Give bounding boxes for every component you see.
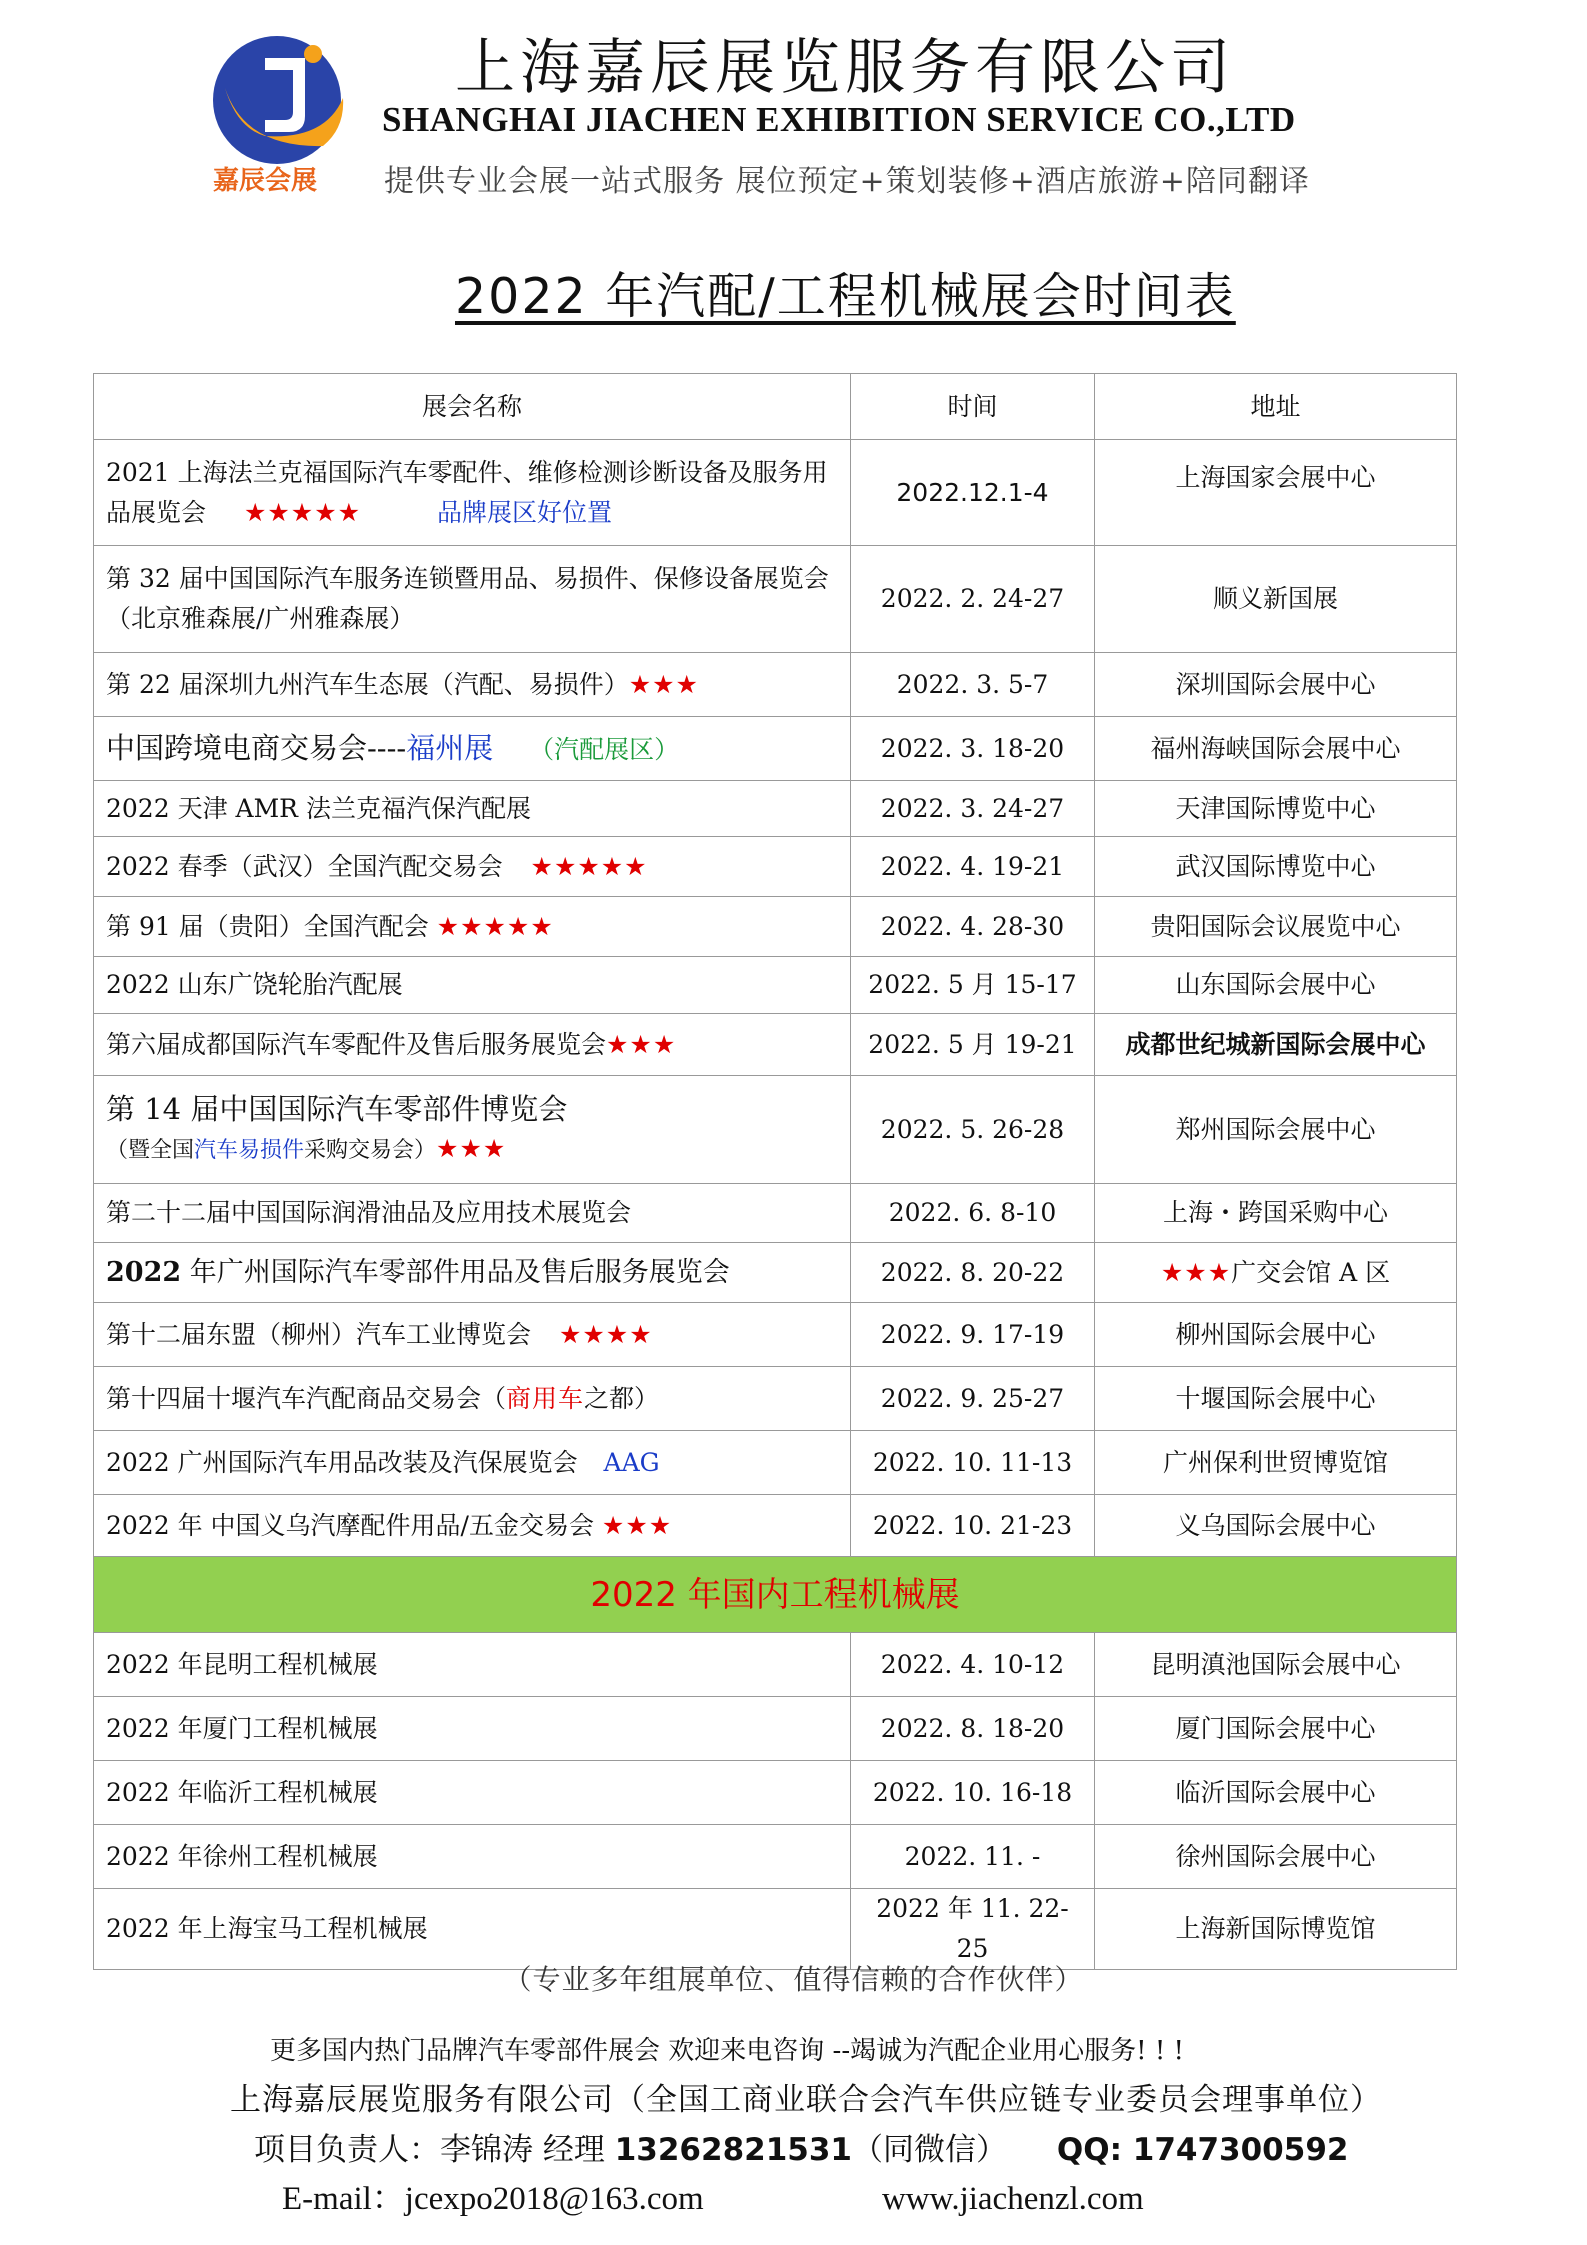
expo-location: 昆明滇池国际会展中心 <box>1095 1633 1457 1697</box>
expo-name-cell <box>94 440 851 546</box>
expo-city: 福州展 <box>406 730 494 765</box>
expo-name: 第十二届东盟（柳州）汽车工业博览会 <box>106 1319 532 1349</box>
expo-time: 2022. 8. 18-20 <box>851 1697 1095 1761</box>
footer-consult-line: 更多国内热门品牌汽车零部件展会 欢迎来电咨询 --竭诚为汽配企业用心服务! ! ! <box>270 2036 1184 2066</box>
expo-name: 2022 年 中国义乌汽摩配件用品/五金交易会 <box>106 1510 594 1540</box>
page-title: 2022 年汽配/工程机械展会时间表 <box>455 268 1236 325</box>
expo-name: 2022 广州国际汽车用品改装及汽保展览会 <box>106 1447 578 1477</box>
table-row <box>94 1303 1457 1367</box>
expo-year: 2022 <box>106 1256 182 1288</box>
expo-name-cell <box>94 1431 851 1495</box>
expo-name-cell <box>94 897 851 957</box>
expo-name: 2022 年厦门工程机械展 <box>94 1697 851 1761</box>
expo-location: 上海国家会展中心 <box>1095 440 1457 546</box>
expo-note: 品牌展区好位置 <box>436 497 612 527</box>
expo-time: 2022. 11. - <box>851 1825 1095 1889</box>
expo-name-cell <box>94 1243 851 1303</box>
expo-location: 深圳国际会展中心 <box>1095 653 1457 717</box>
expo-subtitle-c: 采购交易会） <box>304 1137 437 1163</box>
table-row <box>94 1076 1457 1184</box>
table-row <box>94 1014 1457 1076</box>
expo-name: 2022 天津 AMR 法兰克福汽保汽配展 <box>94 781 851 837</box>
expo-name-cell <box>94 1303 851 1367</box>
company-name-en: SHANGHAI JIACHEN EXHIBITION SERVICE CO.,LTD <box>382 100 1296 139</box>
expo-name: 2022 山东广饶轮胎汽配展 <box>94 957 851 1014</box>
expo-location: 广州保利世贸博览馆 <box>1095 1431 1457 1495</box>
expo-location: 十堰国际会展中心 <box>1095 1367 1457 1431</box>
table-row <box>94 440 1457 546</box>
section-title: 2022 年国内工程机械展 <box>94 1557 1457 1633</box>
contact-person: 项目负责人：李锦涛 经理 <box>254 2132 605 2168</box>
expo-time: 2022. 5 月 15-17 <box>851 957 1095 1014</box>
expo-time: 2022. 3. 18-20 <box>851 717 1095 781</box>
footer-company-line: 上海嘉辰展览服务有限公司（全国工商业联合会汽车供应链专业委员会理事单位） <box>230 2082 1382 2118</box>
company-slogan: 提供专业会展一站式服务 展位预定+策划装修+酒店旅游+陪同翻译 <box>384 164 1310 199</box>
expo-subtitle-b: 汽车易损件 <box>194 1137 305 1163</box>
contact-email[interactable]: E-mail：jcexpo2018@163.com <box>282 2181 704 2217</box>
table-row <box>94 717 1457 781</box>
expo-time: 2022. 9. 25-27 <box>851 1367 1095 1431</box>
expo-name: 第二十二届中国国际润滑油品及应用技术展览会 <box>94 1184 851 1243</box>
company-logo <box>205 28 353 196</box>
footer-note: （专业多年组展单位、值得信赖的合作伙伴） <box>503 1963 1084 1996</box>
expo-name: 2022 年临沂工程机械展 <box>94 1761 851 1825</box>
rating-stars: ★★★ <box>1160 1257 1232 1287</box>
expo-name-cell <box>94 1367 851 1431</box>
expo-name: 年广州国际汽车零部件用品及售后服务展览会 <box>181 1256 730 1288</box>
header-location: 地址 <box>1095 374 1457 440</box>
expo-location: 广交会馆 A 区 <box>1231 1257 1391 1287</box>
rating-stars: ★★★ <box>628 669 699 699</box>
expo-time: 2022. 4. 28-30 <box>851 897 1095 957</box>
expo-location: 贵阳国际会议展览中心 <box>1095 897 1457 957</box>
section-header-row <box>94 1557 1457 1633</box>
expo-name: 2022 春季（武汉）全国汽配交易会 <box>106 851 503 881</box>
expo-location: 天津国际博览中心 <box>1095 781 1457 837</box>
footer-contact-line <box>254 2124 1348 2169</box>
contact-phone[interactable]: 13262821531 <box>614 2132 852 2168</box>
expo-name-cell <box>94 717 851 781</box>
table-row <box>94 781 1457 837</box>
expo-location: 上海新国际博览馆 <box>1095 1889 1457 1970</box>
expo-name: 第 91 届（贵阳）全国汽配会 <box>106 911 429 941</box>
expo-time: 2022. 5. 26-28 <box>851 1076 1095 1184</box>
table-row <box>94 837 1457 897</box>
expo-name-cell <box>94 1076 851 1184</box>
expo-location: 厦门国际会展中心 <box>1095 1697 1457 1761</box>
expo-time: 2022. 3. 24-27 <box>851 781 1095 837</box>
expo-name-cell <box>94 1495 851 1557</box>
expo-time: 2022. 6. 8-10 <box>851 1184 1095 1243</box>
header-name: 展会名称 <box>94 374 851 440</box>
table-row <box>94 1431 1457 1495</box>
table-row <box>94 897 1457 957</box>
rating-stars: ★★★★ <box>558 1319 653 1349</box>
expo-name: 第 22 届深圳九州汽车生态展（汽配、易损件） <box>106 669 629 699</box>
wechat-note: （同微信） <box>852 2132 1007 2168</box>
expo-location: 郑州国际会展中心 <box>1095 1076 1457 1184</box>
table-row <box>94 1495 1457 1557</box>
table-row <box>94 957 1457 1014</box>
expo-location: 山东国际会展中心 <box>1095 957 1457 1014</box>
rating-stars: ★★★ <box>606 1029 677 1059</box>
schedule-table <box>93 373 1457 1970</box>
expo-time: 2022. 9. 17-19 <box>851 1303 1095 1367</box>
expo-name: 中国跨境电商交易会---- <box>106 730 407 765</box>
footer-links-line <box>282 2172 1144 2219</box>
expo-subtitle <box>106 1129 838 1171</box>
expo-time: 2022. 10. 21-23 <box>851 1495 1095 1557</box>
expo-name: 第 14 届中国国际汽车零部件博览会 <box>106 1091 568 1126</box>
table-row <box>94 1367 1457 1431</box>
expo-time: 2022. 10. 16-18 <box>851 1761 1095 1825</box>
rating-stars: ★★★★★ <box>530 851 648 881</box>
expo-time: 2022.12.1-4 <box>851 440 1095 546</box>
logo-text: 嘉辰会展 <box>213 166 318 196</box>
website-link[interactable]: www.jiachenzl.com <box>881 2181 1144 2217</box>
rating-stars: ★★★★★ <box>243 497 362 527</box>
expo-time: 2022. 8. 20-22 <box>851 1243 1095 1303</box>
expo-name: 2021 上海法兰克福国际汽车零配件、维修检测诊断设备及服务用品展览会 <box>106 457 828 527</box>
expo-zone: （汽配展区） <box>529 734 680 764</box>
table-row <box>94 1184 1457 1243</box>
expo-time: 2022. 5 月 19-21 <box>851 1014 1095 1076</box>
expo-location: 成都世纪城新国际会展中心 <box>1095 1014 1457 1076</box>
table-row <box>94 1243 1457 1303</box>
expo-location: 福州海峡国际会展中心 <box>1095 717 1457 781</box>
contact-qq[interactable]: QQ: 1747300592 <box>1056 2132 1349 2168</box>
expo-location: 顺义新国展 <box>1095 546 1457 653</box>
expo-location: 义乌国际会展中心 <box>1095 1495 1457 1557</box>
expo-name-cell <box>94 837 851 897</box>
expo-location: 临沂国际会展中心 <box>1095 1761 1457 1825</box>
expo-name: 2022 年上海宝马工程机械展 <box>94 1889 851 1970</box>
expo-time: 2022. 4. 10-12 <box>851 1633 1095 1697</box>
expo-time: 2022. 10. 11-13 <box>851 1431 1095 1495</box>
rating-stars: ★★★★★ <box>436 911 554 941</box>
table-row <box>94 1761 1457 1825</box>
expo-name: 2022 年昆明工程机械展 <box>94 1633 851 1697</box>
table-row <box>94 1697 1457 1761</box>
expo-tag: 商用车 <box>506 1383 585 1413</box>
rating-stars: ★★★ <box>601 1510 673 1540</box>
expo-location-cell <box>1095 1243 1457 1303</box>
table-row <box>94 1825 1457 1889</box>
expo-subtitle-a: （暨全国 <box>106 1137 195 1163</box>
expo-location: 徐州国际会展中心 <box>1095 1825 1457 1889</box>
expo-time: 2022. 2. 24-27 <box>851 546 1095 653</box>
expo-location: 武汉国际博览中心 <box>1095 837 1457 897</box>
expo-note: AAG <box>603 1447 660 1477</box>
company-name-cn: 上海嘉辰展览服务有限公司 <box>455 33 1235 103</box>
expo-location: 柳州国际会展中心 <box>1095 1303 1457 1367</box>
header-time: 时间 <box>851 374 1095 440</box>
table-row <box>94 1633 1457 1697</box>
expo-name-cell <box>94 1014 851 1076</box>
table-row <box>94 653 1457 717</box>
expo-time: 2022 年 11. 22-25 <box>851 1889 1095 1970</box>
expo-time: 2022. 3. 5-7 <box>851 653 1095 717</box>
expo-name: 第六届成都国际汽车零配件及售后服务展览会 <box>106 1029 607 1059</box>
expo-name: 第十四届十堰汽车汽配商品交易会（ <box>106 1383 507 1413</box>
expo-location: 上海・跨国采购中心 <box>1095 1184 1457 1243</box>
expo-time: 2022. 4. 19-21 <box>851 837 1095 897</box>
table-row <box>94 546 1457 653</box>
expo-name-cell <box>94 653 851 717</box>
expo-name-end: 之都） <box>584 1383 660 1413</box>
table-header-row <box>94 374 1457 440</box>
rating-stars: ★★★ <box>436 1133 507 1163</box>
expo-name: 2022 年徐州工程机械展 <box>94 1825 851 1889</box>
expo-name: 第 32 届中国国际汽车服务连锁暨用品、易损件、保修设备展览会 （北京雅森展/广州雅森展） <box>94 546 851 653</box>
